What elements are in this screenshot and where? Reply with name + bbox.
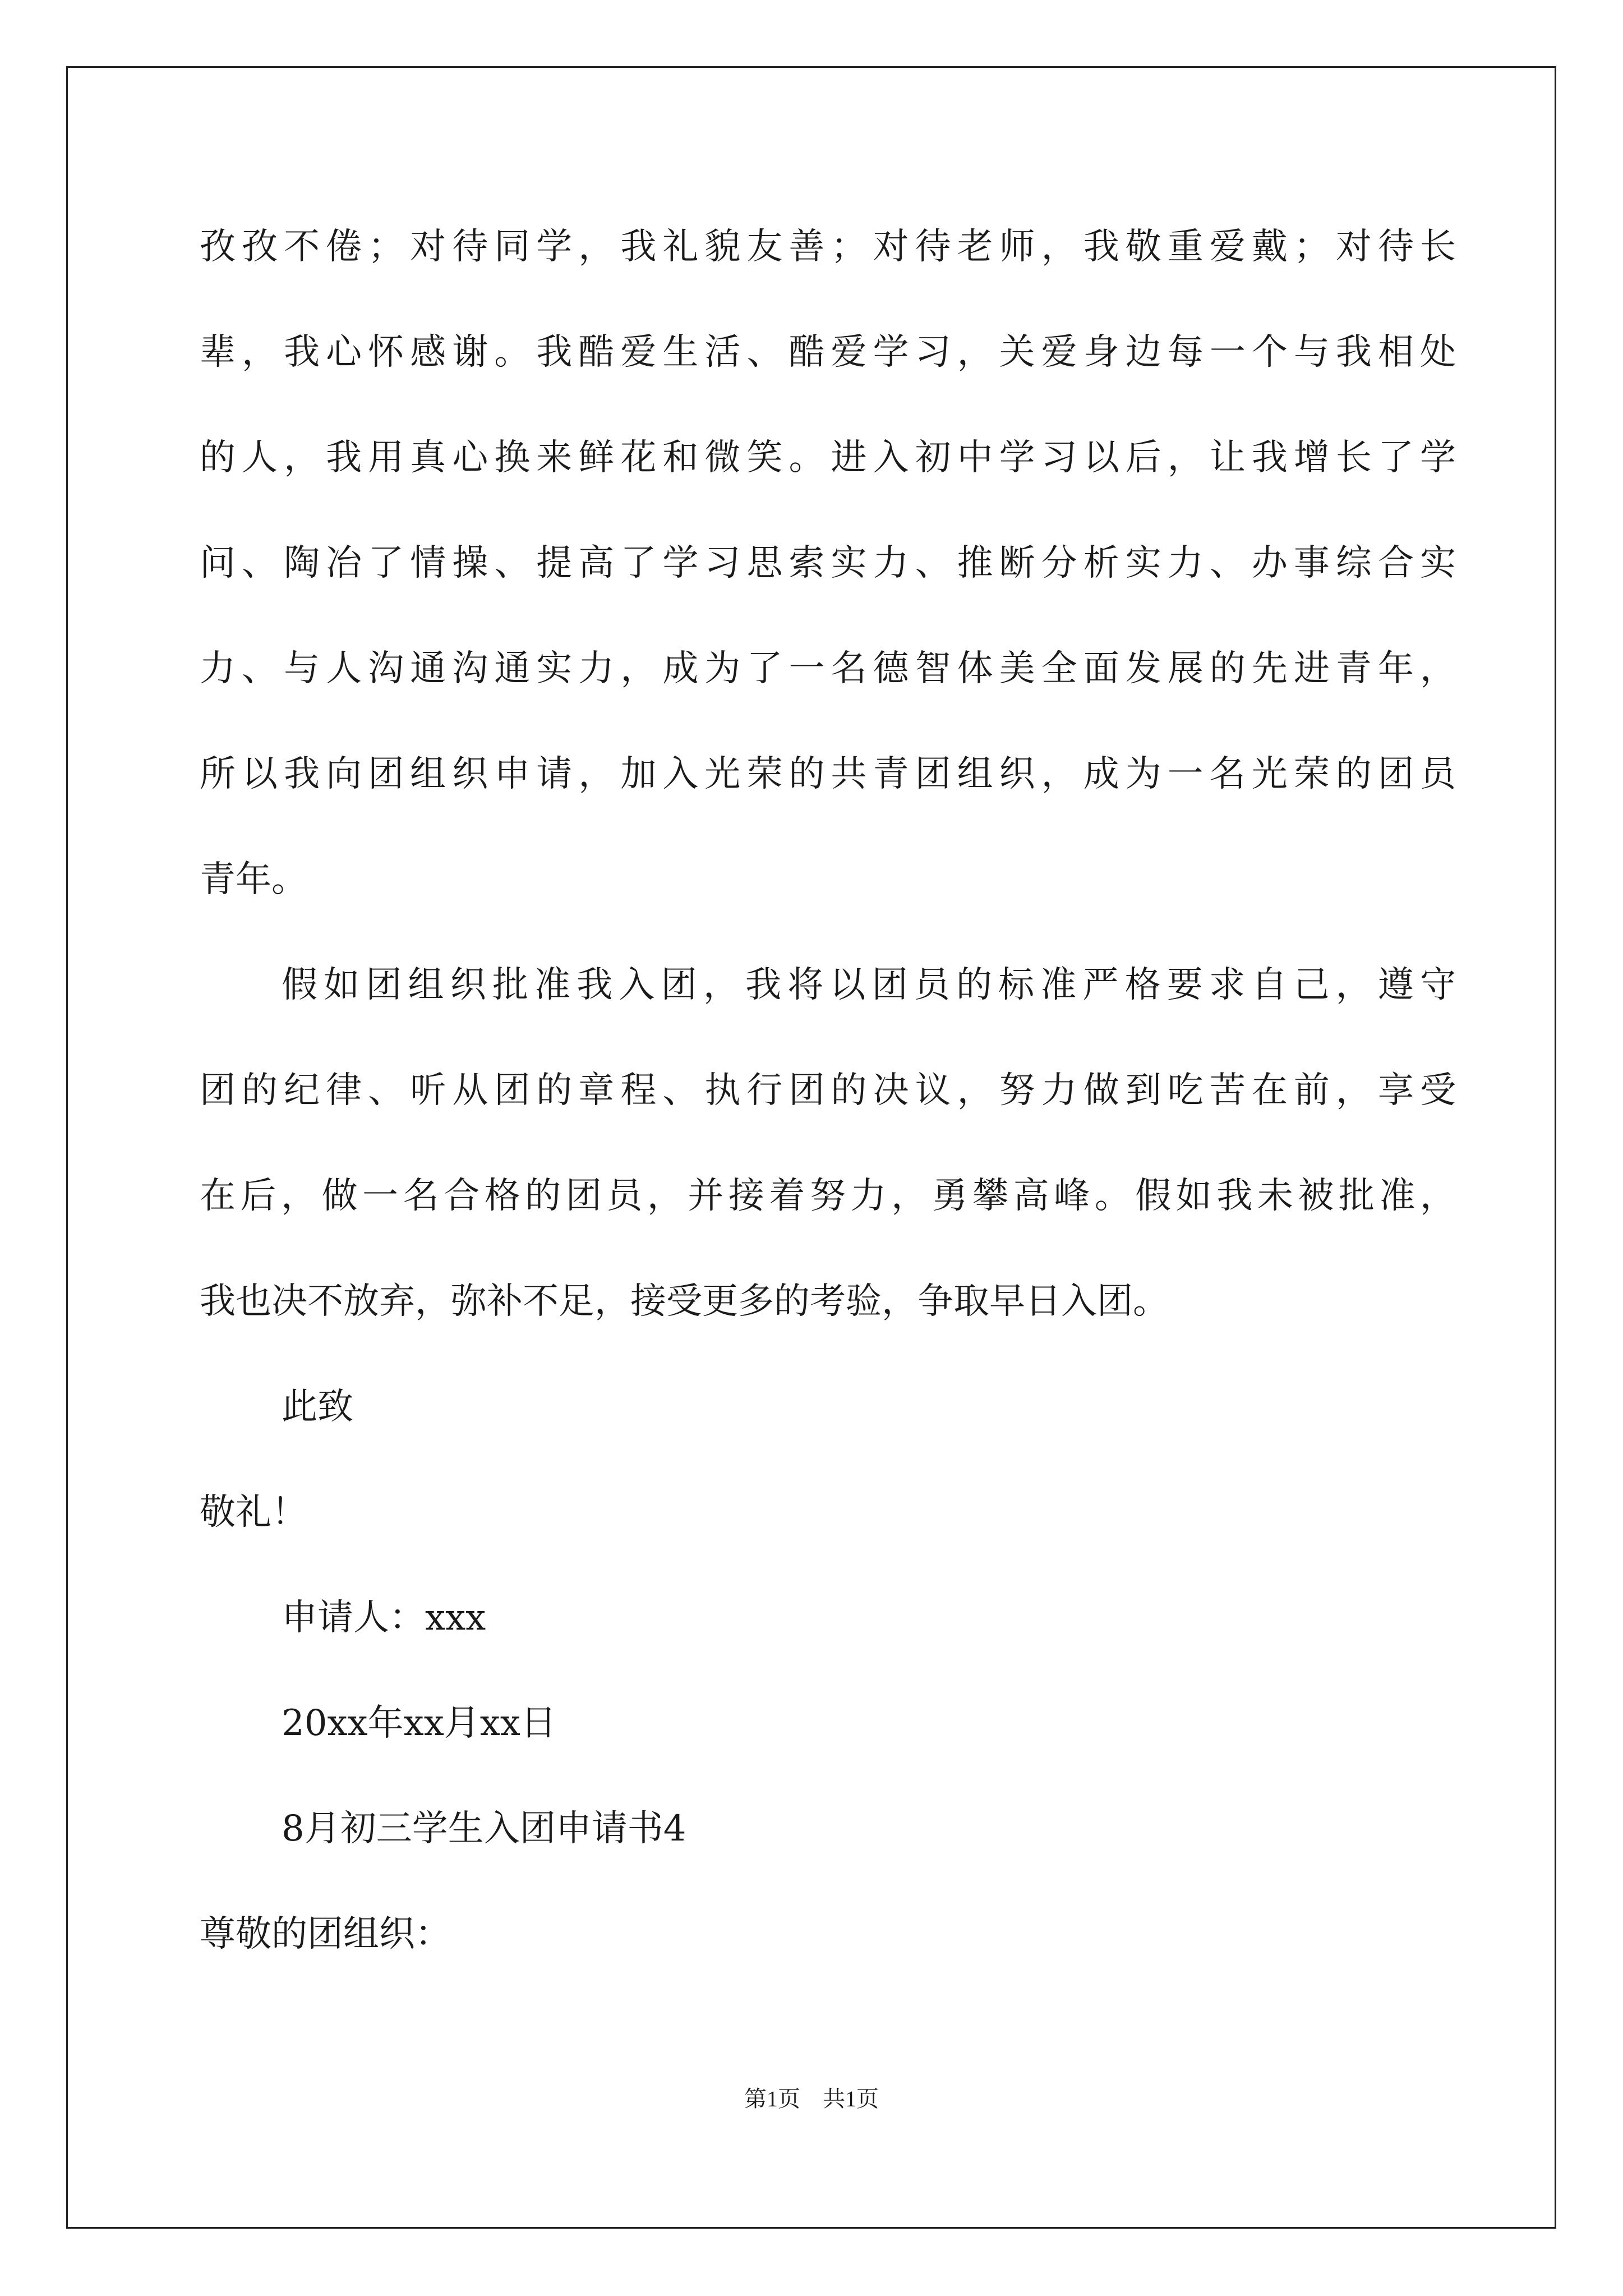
paragraph-line: 辈，我心怀感谢。我酷爱生活、酷爱学习，关爱身边每一个与我相处 xyxy=(200,332,1456,373)
paragraph-line: 团的纪律、听从团的章程、执行团的决议，努力做到吃苦在前，享受 xyxy=(200,1070,1456,1111)
section-title: 8月初三学生入团申请书4 xyxy=(282,1808,686,1849)
signature-date: 20xx年xx月xx日 xyxy=(282,1703,556,1744)
paragraph-line: 问、陶冶了情操、提高了学习思索实力、推断分析实力、办事综合实 xyxy=(200,542,1456,584)
paragraph-line: 假如团组织批准我入团，我将以团员的标准严格要求自己，遵守 xyxy=(282,964,1456,1006)
paragraph-line: 的人，我用真心换来鲜花和微笑。进入初中学习以后，让我增长了学 xyxy=(200,437,1456,478)
paragraph-line: 青年。 xyxy=(200,859,307,900)
closing-regards: 敬礼！ xyxy=(200,1492,307,1533)
paragraph-line: 我也决不放弃，弥补不足，接受更多的考验，争取早日入团。 xyxy=(200,1281,1169,1322)
closing-salutation: 此致 xyxy=(282,1386,353,1428)
paragraph-line: 在后，做一名合格的团员，并接着努力，勇攀高峰。假如我未被批准， xyxy=(200,1175,1456,1217)
paragraph-line: 孜孜不倦；对待同学，我礼貌友善；对待老师，我敬重爱戴；对待长 xyxy=(200,226,1456,268)
page-number: 第1页 共1页 xyxy=(744,2086,879,2111)
document-body xyxy=(200,219,1456,2012)
paragraph-line: 所以我向团组织申请，加入光荣的共青团组织，成为一名光荣的团员 xyxy=(200,753,1456,795)
applicant-signature: 申请人：xxx xyxy=(282,1597,486,1639)
paragraph-line: 力、与人沟通沟通实力，成为了一名德智体美全面发展的先进青年， xyxy=(200,648,1456,689)
greeting: 尊敬的团组织： xyxy=(200,1913,451,1955)
